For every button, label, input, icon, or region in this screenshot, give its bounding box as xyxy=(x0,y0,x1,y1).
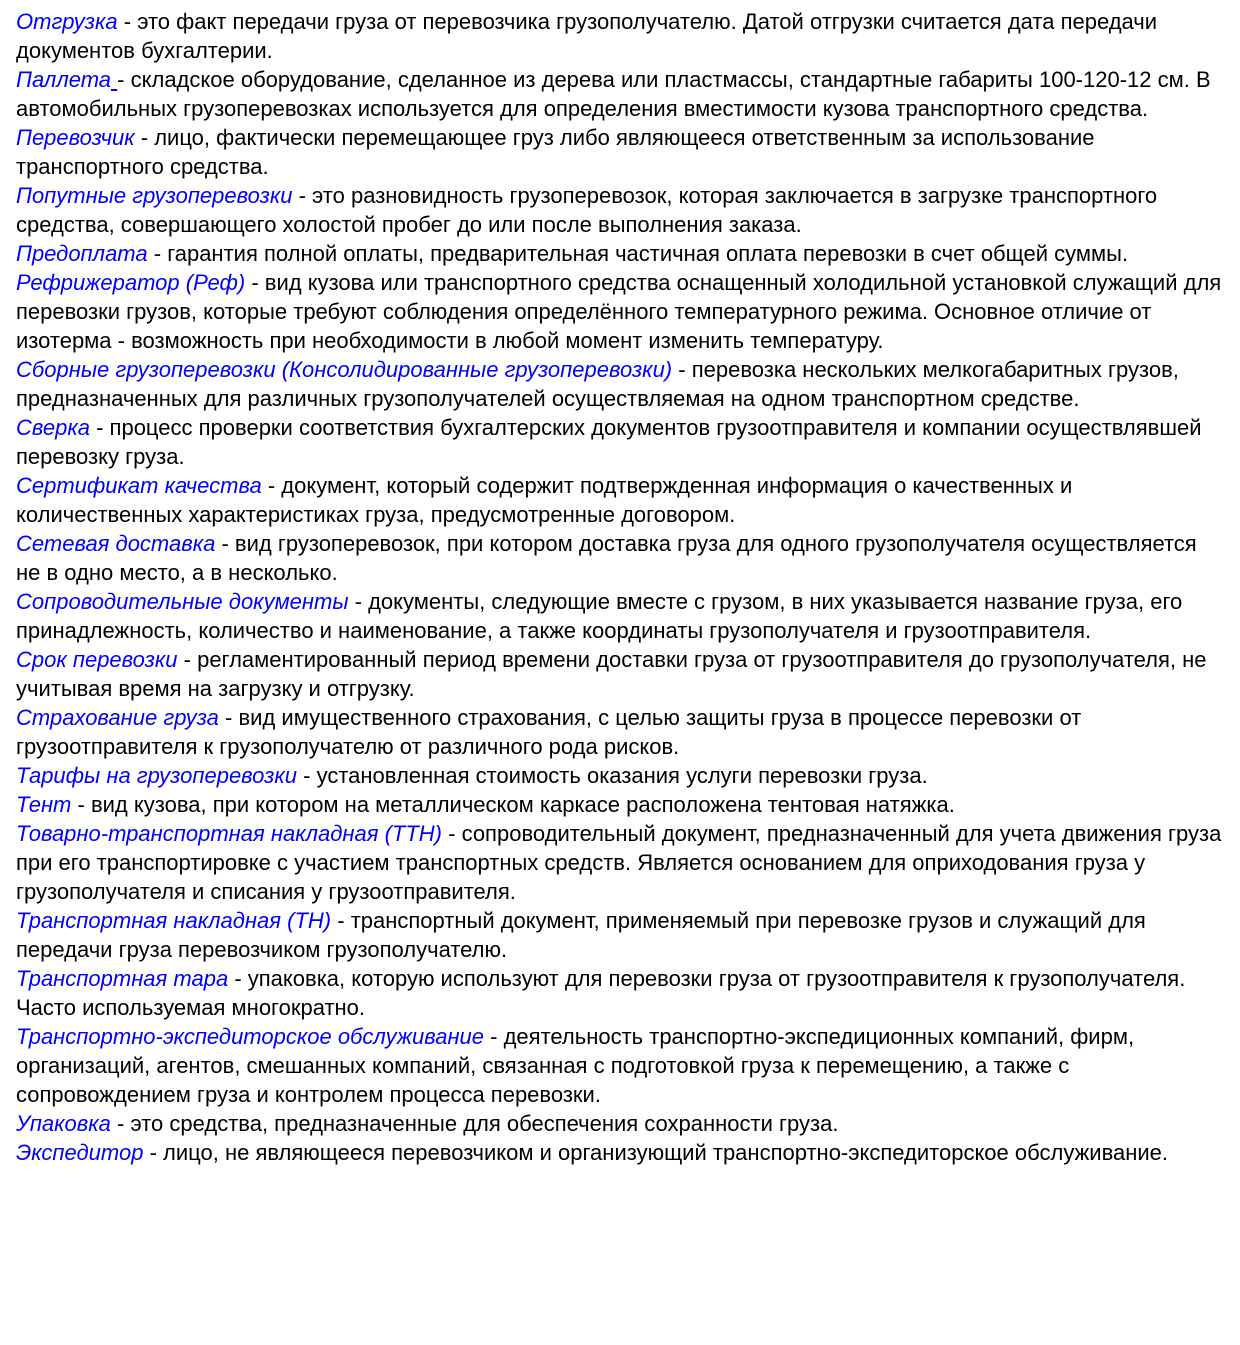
glossary-term: Сертификат качества xyxy=(16,473,262,498)
glossary-definition: - сопроводительный документ, предназначенный для учета движения груза при его транспортировке с участием транспортных средств. Является основанием для оприходования груза у грузополучателя и списания у грузоотправителя. xyxy=(16,821,1222,904)
glossary-entry xyxy=(16,181,1222,239)
glossary-entry xyxy=(16,529,1222,587)
glossary-term: Транспортная накладная (ТН) xyxy=(16,908,332,933)
glossary-definition: - деятельность транспортно-экспедиционных компаний, фирм, организаций, агентов, смешанных компаний, связанная с подготовкой груза к перемещению, а также с сопровождением груза и контролем процесса перевозки. xyxy=(16,1024,1135,1107)
glossary-entry xyxy=(16,471,1222,529)
glossary-definition: - складское оборудование, сделанное из дерева или пластмассы, стандартные габариты 100-120-12 см. В автомобильных грузоперевозках используется для определения вместимости кузова транспортного средства. xyxy=(16,67,1211,121)
glossary-entry xyxy=(16,703,1222,761)
glossary-term: Предоплата xyxy=(16,241,148,266)
glossary-term: Тент xyxy=(16,792,72,817)
glossary-definition: - установленная стоимость оказания услуги перевозки груза. xyxy=(303,763,928,788)
glossary-term: Сборные грузоперевозки (Консолидированные грузоперевозки) xyxy=(16,357,673,382)
glossary-term: Страхование груза xyxy=(16,705,219,730)
glossary-entry xyxy=(16,268,1222,355)
glossary-term: Товарно-транспортная накладная (ТТН) xyxy=(16,821,443,846)
glossary-term: Рефрижератор (Реф) xyxy=(16,270,246,295)
glossary-definition: - вид кузова, при котором на металлическом каркасе расположена тентовая натяжка. xyxy=(77,792,955,817)
glossary-term: Отгрузка xyxy=(16,9,118,34)
glossary-term: Перевозчик xyxy=(16,125,135,150)
glossary-term: Срок перевозки xyxy=(16,647,178,672)
glossary-term: Сопроводительные документы xyxy=(16,589,349,614)
glossary-entry xyxy=(16,1109,1222,1138)
glossary-term: Сверка xyxy=(16,415,90,440)
glossary-definition: - перевозка нескольких мелкогабаритных грузов, предназначенных для различных грузополучателей осуществляемая на одном транспортном средстве. xyxy=(16,357,1179,411)
glossary-definition: - транспортный документ, применяемый при перевозке грузов и служащий для передачи груза перевозчиком грузополучателю. xyxy=(16,908,1146,962)
glossary-term: Тарифы на грузоперевозки xyxy=(16,763,298,788)
glossary-definition: - упаковка, которую используют для перевозки груза от грузоотправителя к грузополучателя. Часто используемая многократно. xyxy=(16,966,1186,1020)
glossary-definition: - лицо, не являющееся перевозчиком и организующий транспортно-экспедиторское обслуживание. xyxy=(149,1140,1169,1165)
glossary-term: Транспортно-экспедиторское обслуживание xyxy=(16,1024,485,1049)
glossary-entry xyxy=(16,906,1222,964)
glossary-entry xyxy=(16,1022,1222,1109)
glossary-term: Попутные грузоперевозки xyxy=(16,183,293,208)
glossary-definition: - вид имущественного страхования, с целью защиты груза в процессе перевозки от грузоотправителя к грузополучателю от различного рода рисков. xyxy=(16,705,1082,759)
glossary-term: Транспортная тара xyxy=(16,966,229,991)
glossary-term: Экспедитор xyxy=(16,1140,144,1165)
glossary-definition: - процесс проверки соответствия бухгалтерских документов грузоотправителя и компании осуществлявшей перевозку груза. xyxy=(16,415,1202,469)
glossary-term: Сетевая доставка xyxy=(16,531,216,556)
glossary-entry xyxy=(16,65,1222,123)
glossary-definition: - вид кузова или транспортного средства оснащенный холодильной установкой служащий для перевозки грузов, которые требуют соблюдения определённого температурного режима. Основное отличие от изотерма - возможность при необходимости в любой момент изменить температуру. xyxy=(16,270,1222,353)
glossary-definition: - это разновидность грузоперевозок, которая заключается в загрузке транспортного средства, совершающего холостой пробег до или после выполнения заказа. xyxy=(16,183,1158,237)
glossary-definition: - это факт передачи груза от перевозчика грузополучателю. Датой отгрузки считается дата передачи документов бухгалтерии. xyxy=(16,9,1158,63)
glossary-entry xyxy=(16,964,1222,1022)
glossary-entry xyxy=(16,239,1222,268)
glossary-entry xyxy=(16,123,1222,181)
glossary-definition: - гарантия полной оплаты, предварительная частичная оплата перевозки в счет общей суммы. xyxy=(153,241,1129,266)
glossary-definition: - документы, следующие вместе с грузом, в них указывается название груза, его принадлежность, количество и наименование, а также координаты грузополучателя и грузоотправителя. xyxy=(16,589,1183,643)
glossary-term: Паллета xyxy=(16,67,112,92)
glossary-definition: - документ, который содержит подтвержденная информация о качественных и количественных характеристиках груза, предусмотренные договором. xyxy=(16,473,1073,527)
glossary-entry xyxy=(16,7,1222,65)
glossary-definition: - регламентированный период времени доставки груза от грузоотправителя до грузополучателя, не учитывая время на загрузку и отгрузку. xyxy=(16,647,1207,701)
glossary-definition: - лицо, фактически перемещающее груз либо являющееся ответственным за использование транспортного средства. xyxy=(16,125,1095,179)
glossary-definition: - это средства, предназначенные для обеспечения сохранности груза. xyxy=(117,1111,839,1136)
glossary-entry xyxy=(16,761,1222,790)
glossary-term: Упаковка xyxy=(16,1111,111,1136)
glossary-entry xyxy=(16,819,1222,906)
glossary-entry xyxy=(16,1138,1222,1167)
glossary-entry xyxy=(16,645,1222,703)
glossary-entry xyxy=(16,790,1222,819)
glossary-entry xyxy=(16,355,1222,413)
glossary-entry xyxy=(16,587,1222,645)
glossary-definition: - вид грузоперевозок, при котором доставка груза для одного грузополучателя осуществляется не в одно место, а в несколько. xyxy=(16,531,1197,585)
glossary-entry xyxy=(16,413,1222,471)
